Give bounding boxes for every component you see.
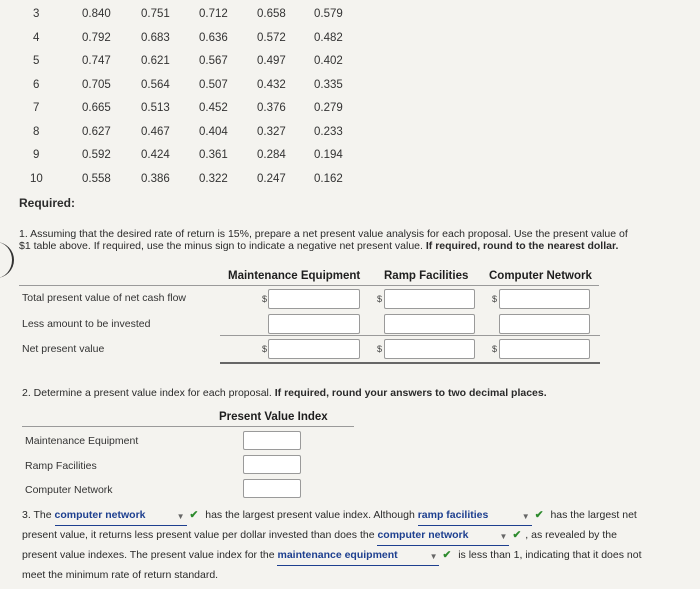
table-cell: 0.402 bbox=[314, 55, 343, 67]
table-cell: 0.665 bbox=[82, 102, 111, 114]
table-cell: 0.452 bbox=[199, 102, 228, 114]
table-cell: 0.497 bbox=[257, 55, 286, 67]
table-period: 6 bbox=[33, 78, 40, 91]
table-cell: 0.683 bbox=[141, 31, 170, 44]
q3-mid2: has the largest net bbox=[550, 509, 637, 521]
q3-line2a: present value, it returns less present value per dollar invested than does the bbox=[22, 529, 375, 541]
q3-prefix: 3. The bbox=[22, 509, 52, 521]
q3-select-largest-npv[interactable] bbox=[418, 506, 532, 526]
table-cell: 0.747 bbox=[82, 55, 111, 67]
q3-select-below-one[interactable] bbox=[277, 546, 439, 566]
currency-sign: $ bbox=[492, 344, 498, 354]
pvi-row-maintenance: Maintenance Equipment bbox=[25, 435, 139, 447]
table-cell: 0.424 bbox=[141, 149, 170, 161]
table-cell: 0.507 bbox=[199, 78, 228, 91]
q3-select-higher-return[interactable] bbox=[377, 526, 509, 546]
invested-maintenance-input[interactable] bbox=[268, 314, 360, 334]
invested-computer-input[interactable] bbox=[499, 314, 590, 334]
table-period: 10 bbox=[30, 172, 43, 185]
q3-select-3-value: computer network bbox=[377, 529, 469, 541]
table-cell: 0.621 bbox=[141, 55, 170, 67]
table-cell: 0.751 bbox=[141, 8, 170, 20]
total-pv-ramp-input[interactable] bbox=[384, 289, 475, 309]
header-maintenance-equipment: Maintenance Equipment bbox=[228, 270, 361, 282]
q3-mid1: has the largest present value index. Although bbox=[205, 509, 415, 521]
header-ramp-facilities: Ramp Facilities bbox=[384, 270, 469, 282]
table-period: 5 bbox=[33, 55, 40, 67]
scroll-indicator bbox=[0, 242, 14, 278]
table-period: 7 bbox=[33, 102, 40, 114]
table-cell: 0.247 bbox=[257, 172, 286, 185]
table-cell: 0.712 bbox=[199, 8, 228, 20]
subtotal-line bbox=[220, 335, 600, 336]
pvi-ramp-input[interactable] bbox=[243, 455, 301, 474]
invested-ramp-input[interactable] bbox=[384, 314, 475, 334]
q3-line3a: present value indexes. The present value index for the bbox=[22, 549, 275, 561]
q2-divider bbox=[22, 426, 354, 427]
table-cell: 0.404 bbox=[199, 125, 228, 138]
table-cell: 0.636 bbox=[199, 31, 228, 44]
table-cell: 0.162 bbox=[314, 172, 343, 185]
q3-line4: meet the minimum rate of return standard. bbox=[22, 569, 219, 581]
chevron-down-icon: ▼ bbox=[521, 512, 530, 521]
q3-select-largest-index[interactable] bbox=[55, 506, 187, 526]
currency-sign: $ bbox=[262, 294, 268, 304]
q3-mid3: , as revealed by the bbox=[525, 529, 617, 541]
row-amount-invested: Less amount to be invested bbox=[22, 318, 151, 330]
q1-instructions bbox=[19, 228, 694, 252]
table-cell: 0.840 bbox=[82, 8, 111, 20]
table-cell: 0.482 bbox=[314, 31, 343, 44]
npv-computer-input[interactable] bbox=[499, 339, 590, 359]
table-cell: 0.567 bbox=[199, 55, 228, 67]
table-cell: 0.658 bbox=[257, 8, 286, 20]
header-present-value-index: Present Value Index bbox=[219, 411, 328, 423]
q1-divider bbox=[19, 285, 599, 286]
table-cell: 0.233 bbox=[314, 125, 343, 138]
q1-text-bold: If required, round to the nearest dollar. bbox=[425, 240, 619, 252]
chevron-down-icon: ▼ bbox=[499, 532, 508, 541]
table-cell: 0.564 bbox=[141, 78, 170, 91]
table-period: 4 bbox=[33, 31, 40, 44]
table-cell: 0.194 bbox=[314, 149, 343, 161]
q3-paragraph bbox=[22, 506, 692, 585]
table-cell: 0.386 bbox=[141, 172, 170, 185]
total-line bbox=[220, 362, 600, 364]
q2-text: 2. Determine a present value index for each proposal. bbox=[22, 387, 272, 399]
row-total-pv: Total present value of net cash flow bbox=[22, 292, 187, 304]
table-cell: 0.627 bbox=[82, 125, 111, 138]
table-cell: 0.513 bbox=[141, 102, 170, 114]
q3-mid4: is less than 1, indicating that it does not bbox=[458, 549, 642, 561]
chevron-down-icon: ▼ bbox=[176, 512, 185, 521]
table-cell: 0.558 bbox=[82, 172, 111, 185]
q3-select-1-value: computer network bbox=[54, 509, 146, 521]
q2-instructions bbox=[22, 387, 547, 399]
total-pv-maintenance-input[interactable] bbox=[268, 289, 360, 309]
table-cell: 0.327 bbox=[257, 125, 286, 138]
row-net-present-value: Net present value bbox=[22, 343, 105, 355]
q3-select-2-value: ramp facilities bbox=[417, 509, 489, 521]
table-cell: 0.579 bbox=[314, 8, 343, 20]
npv-ramp-input[interactable] bbox=[384, 339, 475, 359]
pvi-row-ramp: Ramp Facilities bbox=[25, 460, 97, 472]
table-cell: 0.467 bbox=[141, 125, 170, 138]
checkmark-icon: ✔ bbox=[189, 509, 199, 521]
currency-sign: $ bbox=[377, 344, 383, 354]
checkmark-icon: ✔ bbox=[442, 549, 452, 561]
header-computer-network: Computer Network bbox=[489, 270, 592, 282]
table-cell: 0.322 bbox=[199, 172, 228, 185]
table-cell: 0.284 bbox=[257, 149, 286, 161]
checkmark-icon: ✔ bbox=[534, 509, 544, 521]
q2-text-bold: If required, round your answers to two decimal places. bbox=[274, 387, 547, 399]
q1-text-a: 1. Assuming that the desired rate of return is 15%, prepare a net present value analysis for each proposal. Use the present value of bbox=[19, 228, 628, 240]
table-cell: 0.279 bbox=[314, 102, 343, 114]
chevron-down-icon: ▼ bbox=[429, 552, 438, 561]
table-cell: 0.572 bbox=[257, 31, 286, 44]
table-cell: 0.432 bbox=[257, 78, 286, 91]
table-cell: 0.592 bbox=[82, 149, 111, 161]
table-period: 9 bbox=[33, 149, 40, 161]
table-cell: 0.705 bbox=[82, 78, 111, 91]
pvi-maintenance-input[interactable] bbox=[243, 431, 301, 450]
q1-text-b: $1 table above. If required, use the minus sign to indicate a negative net present value. bbox=[19, 240, 423, 252]
total-pv-computer-input[interactable] bbox=[499, 289, 590, 309]
checkmark-icon: ✔ bbox=[512, 529, 522, 541]
currency-sign: $ bbox=[377, 294, 383, 304]
required-label: Required: bbox=[19, 196, 76, 210]
currency-sign: $ bbox=[492, 294, 498, 304]
table-cell: 0.361 bbox=[199, 149, 228, 161]
q3-select-4-value: maintenance equipment bbox=[277, 549, 398, 561]
pvi-row-computer: Computer Network bbox=[25, 484, 113, 496]
currency-sign: $ bbox=[262, 344, 268, 354]
table-cell: 0.335 bbox=[314, 78, 343, 91]
pvi-computer-input[interactable] bbox=[243, 479, 301, 498]
table-cell: 0.792 bbox=[82, 31, 111, 44]
npv-maintenance-input[interactable] bbox=[268, 339, 360, 359]
table-period: 3 bbox=[33, 8, 40, 20]
table-period: 8 bbox=[33, 125, 40, 138]
table-cell: 0.376 bbox=[257, 102, 286, 114]
